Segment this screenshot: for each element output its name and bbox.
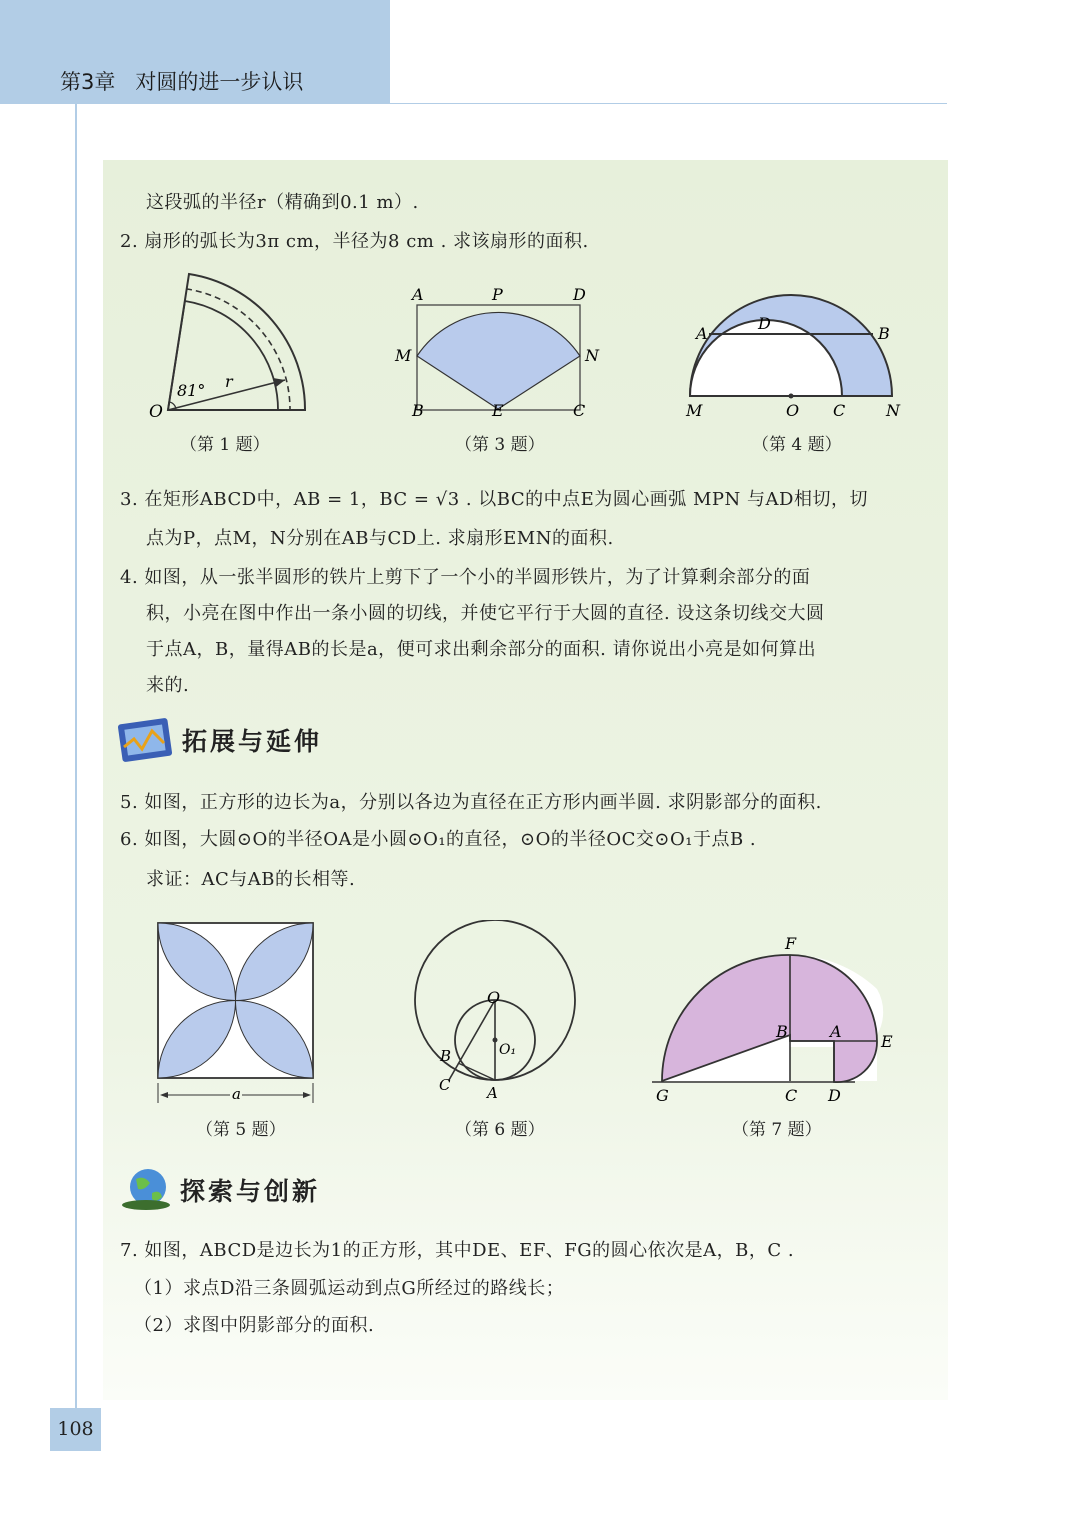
problem-2: 2. 扇形的弧长为3π cm，半径为8 cm . 求该扇形的面积. bbox=[120, 231, 589, 252]
fig4-label-M: M bbox=[686, 401, 703, 420]
problem-5: 5. 如图，正方形的边长为a，分别以各边为直径在正方形内画半圆. 求阴影部分的面积. bbox=[120, 792, 822, 813]
margin-line bbox=[75, 104, 77, 1409]
fig4-label-B: B bbox=[878, 324, 890, 343]
problem-7-question-2: （2）求图中阴影部分的面积. bbox=[134, 1315, 375, 1336]
fig7-label-F: F bbox=[785, 934, 797, 953]
figure-5 bbox=[150, 915, 320, 1110]
fig3-label-D: D bbox=[573, 285, 586, 304]
problem-3-line1: 3. 在矩形ABCD中，AB = 1，BC = √3 . 以BC的中点E为圆心画弧 MPN 与AD相切，切 bbox=[120, 489, 868, 510]
figure-3 bbox=[390, 285, 605, 420]
fig7-label-D: D bbox=[828, 1086, 841, 1105]
problem-4-line1: 4. 如图，从一张半圆形的铁片上剪下了一个小的半圆形铁片，为了计算剩余部分的面 bbox=[120, 567, 811, 588]
fig6-label-C: C bbox=[439, 1076, 451, 1094]
problem-4-line4: 来的. bbox=[146, 675, 190, 696]
explore-section-icon bbox=[118, 1165, 174, 1213]
fig3-label-N: N bbox=[585, 346, 599, 365]
fig3-label-P: P bbox=[492, 285, 503, 304]
figure-4 bbox=[680, 290, 905, 420]
fig6-label-A: A bbox=[487, 1084, 498, 1102]
fig7-label-A: A bbox=[830, 1022, 842, 1041]
fig4-label-D: D bbox=[758, 314, 771, 333]
fig6-label-O1: O₁ bbox=[499, 1042, 517, 1058]
fig7-label-C: C bbox=[785, 1086, 798, 1105]
fig7-label-G: G bbox=[656, 1086, 669, 1105]
problem-6-line1: 6. 如图，大圆⊙O的半径OA是小圆⊙O₁的直径，⊙O的半径OC交⊙O₁于点B . bbox=[120, 829, 757, 850]
figure-7 bbox=[640, 925, 910, 1110]
header-rule bbox=[390, 103, 947, 104]
caption-fig7: （第 7 题） bbox=[732, 1120, 822, 1140]
fig1-angle-label: 81° bbox=[177, 381, 206, 400]
figure-1 bbox=[140, 270, 320, 425]
fig5-label-a: a bbox=[232, 1085, 241, 1103]
explore-section-title: 探索与创新 bbox=[180, 1177, 321, 1206]
extension-section-icon bbox=[118, 717, 174, 763]
chapter-title: 第3章 对圆的进一步认识 bbox=[60, 70, 304, 94]
fig6-label-B: B bbox=[440, 1047, 452, 1065]
fig3-label-C: C bbox=[573, 401, 586, 420]
problem-4-line3: 于点A，B，量得AB的长是a，便可求出剩余部分的面积. 请你说出小亮是如何算出 bbox=[146, 639, 817, 660]
caption-fig6: （第 6 题） bbox=[455, 1120, 545, 1140]
fig6-label-O: O bbox=[487, 988, 501, 1007]
caption-fig1: （第 1 题） bbox=[180, 435, 270, 455]
fig3-label-E: E bbox=[492, 401, 504, 420]
fig7-label-E: E bbox=[881, 1032, 893, 1051]
problem-6-line2: 求证：AC与AB的长相等. bbox=[146, 869, 356, 890]
problem-1-continuation: 这段弧的半径r（精确到0.1 m）. bbox=[146, 192, 419, 213]
page-number: 108 bbox=[50, 1408, 101, 1451]
problem-3-line2: 点为P，点M，N分别在AB与CD上. 求扇形EMN的面积. bbox=[146, 528, 614, 549]
fig1-label-r: r bbox=[225, 372, 233, 391]
caption-fig4: （第 4 题） bbox=[752, 435, 842, 455]
problem-7-question-1: （1）求点D沿三条圆弧运动到点G所经过的路线长； bbox=[134, 1278, 565, 1299]
fig4-label-A: A bbox=[696, 324, 708, 343]
fig4-label-N: N bbox=[886, 401, 900, 420]
fig4-label-O: O bbox=[786, 401, 800, 420]
fig4-label-C: C bbox=[833, 401, 846, 420]
caption-fig3: （第 3 题） bbox=[455, 435, 545, 455]
problem-4-line2: 积，小亮在图中作出一条小圆的切线，并使它平行于大圆的直径. 设这条切线交大圆 bbox=[146, 603, 825, 624]
caption-fig5: （第 5 题） bbox=[196, 1120, 286, 1140]
fig3-label-M: M bbox=[395, 346, 412, 365]
fig1-label-O: O bbox=[149, 402, 163, 422]
fig3-label-B: B bbox=[412, 401, 424, 420]
figure-6 bbox=[405, 920, 585, 1105]
problem-7-line1: 7. 如图，ABCD是边长为1的正方形，其中DE、EF、FG的圆心依次是A，B，C . bbox=[120, 1240, 795, 1261]
fig7-label-B: B bbox=[776, 1022, 788, 1041]
fig3-label-A: A bbox=[412, 285, 424, 304]
extension-section-title: 拓展与延伸 bbox=[182, 727, 323, 756]
